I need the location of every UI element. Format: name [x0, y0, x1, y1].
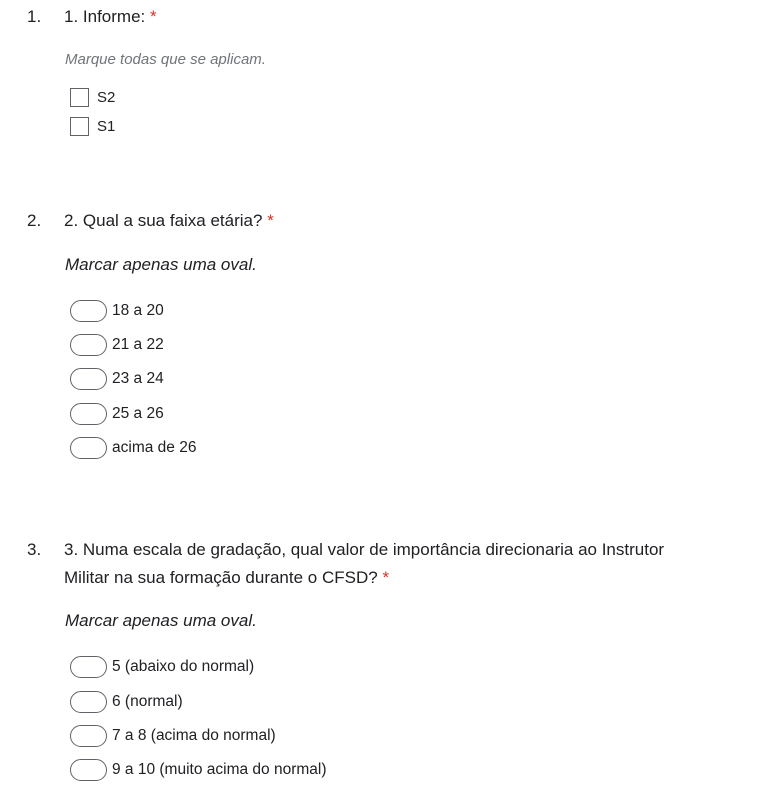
radio-oval[interactable] — [70, 725, 107, 747]
required-asterisk: * — [382, 568, 390, 587]
radio-oval[interactable] — [70, 691, 107, 713]
question-title — [64, 536, 744, 592]
question-number: 2. — [27, 211, 42, 230]
option-label: 25 a 26 — [112, 405, 164, 422]
option-label: 23 a 24 — [112, 370, 164, 387]
required-asterisk: * — [150, 7, 157, 26]
question-hint: Marque todas que se aplicam. — [65, 51, 266, 68]
option-label: 5 (abaixo do normal) — [112, 658, 255, 675]
radio-oval[interactable] — [70, 759, 107, 781]
option-label: 18 a 20 — [112, 302, 164, 319]
question-number: 3. — [27, 540, 42, 559]
question-title-text: 1. Informe: — [64, 7, 146, 26]
option-label: 7 a 8 (acima do normal) — [112, 727, 276, 744]
option-label: 21 a 22 — [112, 336, 164, 353]
question-title-line2: Militar na sua formação durante o CFSD? — [64, 568, 378, 587]
checkbox[interactable] — [70, 88, 89, 107]
question-number: 1. — [27, 7, 42, 26]
radio-oval[interactable] — [70, 334, 107, 356]
option-label: acima de 26 — [112, 439, 197, 456]
radio-oval[interactable] — [70, 437, 107, 459]
question-title-line1: 3. Numa escala de gradação, qual valor de importância direcionaria ao Instrutor — [64, 540, 665, 559]
question-title — [64, 207, 744, 235]
option-label: 9 a 10 (muito acima do normal) — [112, 761, 327, 778]
radio-oval[interactable] — [70, 656, 107, 678]
checkbox[interactable] — [70, 117, 89, 136]
question-hint: Marcar apenas uma oval. — [65, 255, 257, 274]
question-hint: Marcar apenas uma oval. — [65, 611, 257, 630]
required-asterisk: * — [267, 211, 274, 230]
radio-oval[interactable] — [70, 368, 107, 390]
option-label: S1 — [97, 118, 116, 135]
radio-oval[interactable] — [70, 403, 107, 425]
option-label: S2 — [97, 89, 116, 106]
question-title — [64, 3, 744, 31]
option-label: 6 (normal) — [112, 693, 183, 710]
question-title-text: 2. Qual a sua faixa etária? — [64, 211, 263, 230]
radio-oval[interactable] — [70, 300, 107, 322]
